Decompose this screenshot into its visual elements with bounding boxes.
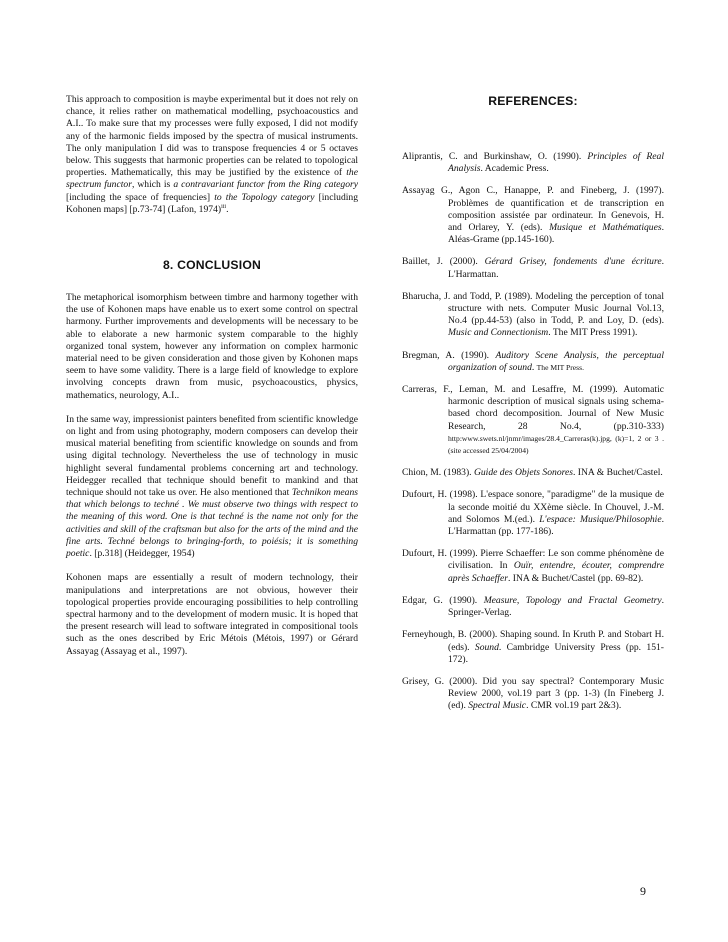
text-run: . INA & Buchet/Castel (pp. 69-82). xyxy=(507,572,644,584)
text-run: Carreras, F., Leman, M. and Lesaffre, M. (1999). Automatic harmonic description of musical signals using schema-based chord decomposition. Journal of New Music Research, 28 No.4, (pp.310-333) xyxy=(402,384,664,432)
reference-item xyxy=(402,467,664,479)
reference-item xyxy=(402,185,664,246)
reference-item xyxy=(402,256,664,280)
text-run: Dufourt, H. (1999). Pierre Schaeffer: Le son comme phénomène de civilisation. In xyxy=(402,548,664,572)
references-title: REFERENCES: xyxy=(488,94,578,108)
reference-item xyxy=(402,629,664,666)
paragraph-approach xyxy=(66,94,358,216)
text-run: Spectral Music xyxy=(468,700,527,712)
right-column xyxy=(402,94,664,723)
text-run: [including Kohonen maps] [p.73-74] (Lafon, 1974) xyxy=(66,191,358,215)
text-run: This approach to composition is maybe experimental but it does not rely on chance, it relies rather on mathematical modelling, psychoacoustics and A.I.. To make sure that my processes were fully exposed, I did not modify any of the harmonic fields imposed by the spectra of musical instruments. The only manipulation I did was to transpose frequencies 4 or 5 octaves below. This suggests that harmonic properties can be related to topological properties. Mathematically, this may be justified by the existence of xyxy=(66,94,358,179)
text-run: . Cambridge University Press (pp. 151-172). xyxy=(448,641,664,665)
text-run: Dufourt, H. (1998). L'espace sonore, "paradigme" de la musique de la seconde moitié du XXème siècle. In Chouvel, J.-M. and Solomos M.(ed.). xyxy=(402,489,664,525)
text-run: . Springer-Verlag. xyxy=(448,594,665,619)
text-run: . CMR vol.19 part 2&3). xyxy=(526,700,622,712)
text-run: Ferneyhough, B. (2000). Shaping sound. In Kruth P. and Stobart H. (eds). xyxy=(402,629,664,653)
reference-item xyxy=(402,291,664,340)
text-run: Principles of Real Analysis xyxy=(448,151,664,175)
text-run: Musique et Mathématiques xyxy=(549,222,662,234)
paragraph-conclusion-3 xyxy=(66,572,358,657)
text-run: Baillet, J. (2000). xyxy=(402,256,485,268)
reference-item xyxy=(402,350,664,374)
text-run: L'espace: Musique/Philosophie xyxy=(539,513,662,525)
text-run: . Academic Press. xyxy=(480,163,549,175)
text-run: Ouïr, entendre, écouter, comprendre après Schaeffer xyxy=(448,560,664,584)
reference-item xyxy=(402,489,664,538)
text-run: The MIT Press. xyxy=(536,362,584,372)
text-run: the spectrum functor xyxy=(66,167,358,191)
text-run: Aliprantis, C. and Burkinshaw, O. (1990). xyxy=(402,151,588,162)
paragraph-conclusion-2 xyxy=(66,414,358,560)
text-run: Technikon means that which belongs to techné . We must observe two things with respect to the meaning of this word. One is that techné is the name not only for the activities and skill of the craftsman but also for the arts of the mind and the fine arts. Techné belongs to bringing-forth, to poiésis; it is something poetic xyxy=(66,487,358,560)
text-run: Auditory Scene Analysis, the perceptual organization of sound xyxy=(448,349,664,373)
text-run: . L'Harmattan. xyxy=(448,256,665,280)
references-list xyxy=(402,151,664,713)
reference-item xyxy=(402,151,664,175)
text-run: [including the space of frequencies] xyxy=(66,191,215,203)
section-title-conclusion: 8. CONCLUSION xyxy=(162,258,262,273)
text-run: Assayag G., Agon C., Hanappe, P. and Fineberg, J. (1997). Problèmes de quantification et de transcription en composition assistée par ordinateur. In Genevois, H. and Orlarey, Y. (eds). xyxy=(402,185,664,234)
left-column xyxy=(66,94,358,658)
page-number: 9 xyxy=(640,884,646,898)
text-run: to the Topology category xyxy=(214,191,315,203)
text-run: . [p.318] (Heidegger, 1954) xyxy=(89,548,195,560)
text-run: Sound xyxy=(474,641,499,653)
text-run: Guide des Objets Sonores xyxy=(473,467,573,479)
text-run: iii xyxy=(221,203,227,210)
text-run: Measure, Topology and Fractal Geometry xyxy=(483,594,662,606)
text-run: Kohonen maps are essentially a result of modern technology, their manipulations and interpretations are not obvious, however their topological properties provide encouraging possibilities to help controlling spectral harmony and to the development of modern music. It is hoped that the present research will lead to software integrated in compositional tools such as the ones described by Eric Métois (Métois, 1997) or Gérard Assayag (Assayag et al., 1997). xyxy=(66,572,358,657)
text-run: Chion, M. (1983). xyxy=(402,467,474,479)
text-run: Bharucha, J. and Todd, P. (1989). Modeling the perception of tonal structure with nets. Computer Music Journal Vol.13, No.4 (pp.44-53) (also in Todd, P. and Loy, D. (eds). xyxy=(402,290,664,327)
reference-item xyxy=(402,548,664,585)
reference-item xyxy=(402,676,664,713)
text-run: . xyxy=(531,361,537,373)
text-run: Edgar, G. (1990). xyxy=(402,594,484,606)
text-run: . INA & Buchet/Castel. xyxy=(573,467,663,479)
paragraph-conclusion-1 xyxy=(66,292,358,402)
text-run: Grisey, G. (2000). Did you say spectral? Contemporary Music Review 2000, vol.19 part 3 (pp. 1-3) (In Fineberg J. (ed). xyxy=(402,675,664,712)
text-run: http:www.swets.nl/jnmr/images/28.4_Carreras(k).jpg, (k)=1, 2 or 3 . (site accessed 25/04/2004) xyxy=(448,433,664,456)
text-run: . The MIT Press 1991). xyxy=(548,327,638,339)
text-run: The metaphorical isomorphism between timbre and harmony together with the use of Kohonen maps have enable us to exert some control on spectral harmony. Further improvements and developments will be necessary to be able to elaborate a new harmonic system comparable to the highly organized tonal system, however any information on complex harmonic material need to be given consideration and those given by Kohonen maps seem to have some validity. There is a large field of knowledge to explore involving concepts drawn from music, psychoacoustics, physics, mathematics, neurology, A.I.. xyxy=(66,292,358,401)
reference-item xyxy=(402,595,664,619)
reference-item xyxy=(402,384,664,457)
text-run: . Aléas-Grame (pp.145-160). xyxy=(448,222,664,246)
text-run: . xyxy=(226,203,229,215)
text-run: Bregman, A. (1990). xyxy=(402,349,496,361)
text-run: a contravariant functor from the Ring category xyxy=(173,179,358,191)
text-run: , which is xyxy=(131,179,174,191)
text-run: Music and Connectionism xyxy=(448,327,549,339)
text-run: . L'Harmattan (pp. 177-186). xyxy=(448,513,665,538)
text-run: In the same way, impressionist painters benefited from scientific knowledge on light and from using photography, modern composers can develop their musical material benefiting from scientific knowledge on sounds and from using digital technology. Nevertheless the use of technology in music highlight several fundamental problems concerning art and technology. Heidegger recalled that technique should benefit to mankind and that technique should not take us over. He also mentioned that xyxy=(66,413,358,499)
text-run: Gérard Grisey, fondements d'une écriture xyxy=(484,256,662,268)
